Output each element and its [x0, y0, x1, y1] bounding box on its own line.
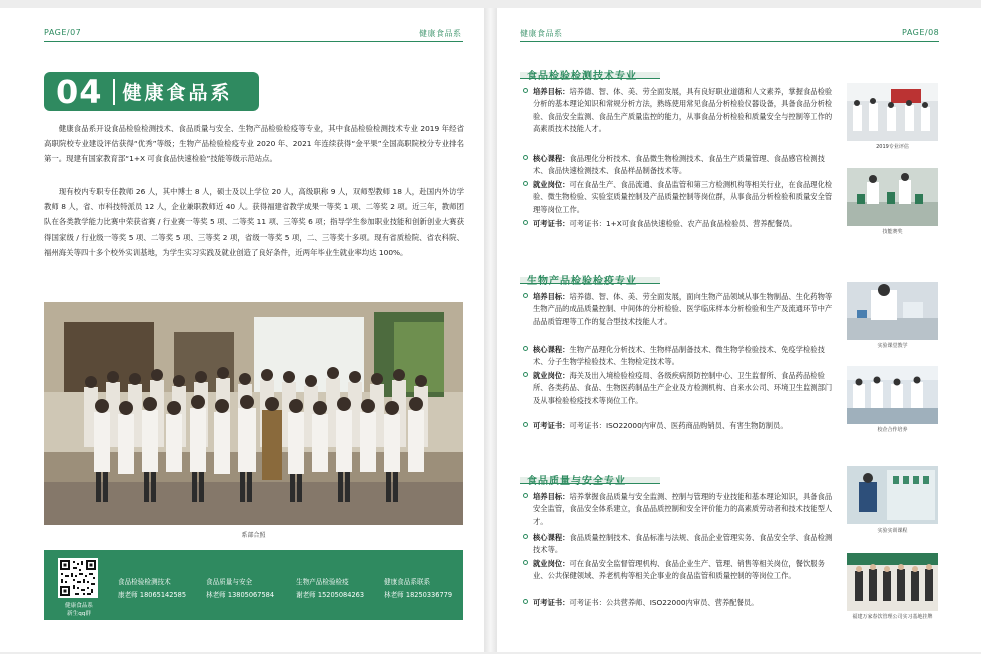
bullet-icon	[523, 534, 528, 539]
item-core-courses	[533, 532, 835, 557]
qr-caption-line-2: 新生qq群	[67, 611, 91, 617]
item-core-courses	[533, 344, 835, 369]
item-jobs	[533, 179, 835, 216]
item-text: 可考证书：1+X可食食品快速检验、农产品食品检验员、营养配餐员。	[569, 219, 797, 228]
thumb-photo-lab-teaching	[847, 282, 938, 340]
item-text: 培养德、智、体、美、劳全面发展，面向生物产品领域从事生物制品、生化药物等生物产品的成品质量控制、中间体的分析检验、医学临床样本分析检验和生产及流通环节中产品品质管理等工作的复合型技术技能人才。	[533, 292, 833, 326]
contact-dept: 食品检验检测技术	[118, 578, 171, 586]
bullet-icon	[523, 422, 528, 427]
item-text: 培养德、智、体、美、劳全面发展，具有良好职业道德和人文素养，掌握食品检验分析的基本理论知识和常规分析方法，熟练使用常见食品分析检验仪器设备，具备食品分析检验、食品安全监测、食品生产质量监控的能力，从事食品分析检验和质量安全与控制等工作的高素质技术技能人才。	[533, 87, 833, 134]
right-running-title: 健康食品系	[520, 29, 563, 38]
item-text: 食品质量控制技术、食品标准与法规、食品企业管理实务、食品安全学、食品检测技术等。	[533, 533, 833, 555]
qr-caption	[50, 602, 108, 618]
thumb-photo-practical-training	[847, 466, 938, 524]
chapter-title: 健康食品系	[122, 82, 233, 104]
item-label: 核心课程：	[533, 345, 570, 354]
item-label: 可考证书：	[533, 598, 570, 607]
item-text: 可考证书：公共营养师、ISO22000内审员、营养配餐员。	[569, 598, 759, 607]
section-title-bio-products: 生物产品检验检疫专业	[527, 276, 637, 287]
thumb-caption: 校企合作培养	[877, 427, 908, 433]
item-label: 培养目标：	[533, 87, 570, 96]
bullet-icon	[523, 560, 528, 565]
item-label: 培养目标：	[533, 292, 570, 301]
bullet-icon	[523, 293, 528, 298]
faculty-paragraph: 现有校内专职专任教师 26 人，其中博士 8 人，硕士及以上学位 20 人，高级职称 9 人，双师型教师 18 人，赴国内外访学教师 8 人，省、市科技特派员 12 人，企业兼职教师近 40 人。获得福建省教学成果一等奖 1 项、二等奖 2 项。近三年，教师团队在各类教学能力比赛中荣获省赛 / 行业赛一等奖 5 项、二等奖 11 项、三等奖 6 项；指导学生参加职业技能和创新创业大赛获得国家级 / 行业级一等奖 5 项、二等奖 5 项、三等奖 2 项，省级一等奖 5 项，二、三等奖十多项。现有省质检院、省农科院、福州海关等四十多个校外实训基地，为学生实习实践及就业创造了良好条件，近两年毕业生就业率均达 100%。	[44, 187, 464, 257]
item-text: 培养掌握食品质量与安全监测、控制与管理的专业技能和基本理论知识，具备食品安全监管，食品安全体系建立，食品品质控制和安全评价能力的高素质劳动者和技术技能型人才。	[533, 492, 833, 526]
contact-person: 康老师 18065142585	[118, 591, 187, 599]
left-page-number: PAGE/07	[44, 28, 82, 37]
contact-food-testing	[118, 576, 186, 602]
item-training-goal	[533, 86, 835, 136]
thumb-photo-skills	[847, 168, 938, 226]
item-text: 海关及出入境检验检疫局、各级疾病预防控制中心、卫生监督所、食品药品检验所、各类药品、食品、生物医药制品生产企业及方检测机构、自来水公司、环境卫生监测部门及从事检验检疫技术等岗位工作。	[533, 371, 833, 405]
section-title-food-quality: 食品质量与安全专业	[527, 476, 626, 487]
item-jobs	[533, 558, 835, 583]
item-label: 就业岗位：	[533, 180, 570, 189]
section-title-badge	[44, 72, 259, 111]
bullet-icon	[523, 181, 528, 186]
right-page-number: PAGE/08	[902, 28, 940, 37]
item-training-goal	[533, 491, 835, 528]
contact-bio-products	[296, 576, 364, 602]
bullet-icon	[523, 220, 528, 225]
item-text: 可考证书：ISO22000内审员、医药商品购销员、有害生物防制员。	[569, 421, 788, 430]
item-text: 可在食品安全监督管理机构、食品企业生产、管理、销售等相关岗位，餐饮服务业、公共保健领域、养老机构等相关企事业的食品监管和质量控制的等岗位工作。	[533, 559, 825, 581]
left-running-title: 健康食品系	[419, 29, 462, 38]
thumb-caption: 技能赛奖	[882, 229, 903, 235]
item-certificates	[533, 218, 835, 230]
left-header-rule	[44, 41, 463, 42]
item-text: 食品理化分析技术、食品微生物检测技术、食品生产质量管理、食品感官检测技术、食品快速检测技术、食品样品制备技术等。	[533, 154, 825, 176]
contact-department	[384, 576, 452, 602]
group-photo	[44, 302, 463, 525]
item-label: 核心课程：	[533, 154, 570, 163]
title-divider	[113, 79, 115, 105]
contact-bar	[44, 550, 463, 620]
book-spine	[484, 8, 497, 652]
thumb-caption: 实验实训课程	[877, 528, 908, 534]
item-certificates	[533, 597, 835, 609]
bullet-icon	[523, 599, 528, 604]
bullet-icon	[523, 88, 528, 93]
item-certificates	[533, 420, 835, 432]
thumb-photo-evaluation	[847, 83, 938, 141]
thumb-photo-school-enterprise	[847, 366, 938, 424]
item-label: 培养目标：	[533, 492, 570, 501]
bullet-icon	[523, 372, 528, 377]
item-jobs	[533, 370, 835, 407]
contact-person: 林老师 13805067584	[206, 591, 275, 599]
bullet-icon	[523, 346, 528, 351]
contact-dept: 健康食品系联系	[384, 578, 431, 586]
thumb-photo-internship-base	[847, 553, 938, 611]
item-label: 可考证书：	[533, 421, 570, 430]
item-text: 生物产品理化分析技术、生物样品制备技术、微生物学检验技术、免疫学检验技术、分子生物学检验技术、生物检定技术等。	[533, 345, 825, 367]
contact-person: 林老师 18250336779	[384, 591, 453, 599]
qr-caption-line-1: 健康食品系	[65, 603, 93, 609]
bullet-icon	[523, 155, 528, 160]
thumb-caption: 实验课堂教学	[877, 343, 908, 349]
item-label: 就业岗位：	[533, 371, 570, 380]
item-label: 可考证书：	[533, 219, 570, 228]
item-core-courses	[533, 153, 835, 178]
contact-dept: 食品质量与安全	[206, 578, 253, 586]
thumb-caption: 2019专业评估	[876, 144, 909, 150]
item-training-goal	[533, 291, 835, 328]
item-label: 就业岗位：	[533, 559, 570, 568]
chapter-number: 04	[56, 72, 103, 111]
contact-food-quality	[206, 576, 274, 602]
bullet-icon	[523, 493, 528, 498]
photo-caption: 系部合照	[241, 532, 266, 539]
intro-paragraph: 健康食品系开设食品检验检测技术、食品质量与安全、生物产品检验检疫等专业，其中食品检验检测技术专业 2019 年经省高职院校专业建设评估获得“优秀”等级；生物产品检验检疫专业 2020 年、2021 年连续获得“金平果”全国高职院校分专业排名第一。现建有国家教育部“1+X 可食食品快速检验”技能等级示范站点。	[44, 124, 464, 164]
qr-code[interactable]	[58, 558, 98, 598]
section-title-food-testing: 食品检验检测技术专业	[527, 71, 637, 82]
item-text: 可在食品生产、食品流通、食品监管和第三方检测机构等相关行业，在食品理化检验、微生物检验、实验室质量控制及产品质量控制等岗位群，从事食品分析检验和质量安全管理等岗位工作。	[533, 180, 833, 214]
contact-person: 谢老师 15205084263	[296, 591, 365, 599]
right-header-rule	[520, 41, 939, 42]
contact-dept: 生物产品检验检疫	[296, 578, 349, 586]
item-label: 核心课程：	[533, 533, 570, 542]
thumb-caption: 福建万家春饮管理公司实习基地挂牌	[852, 614, 933, 620]
